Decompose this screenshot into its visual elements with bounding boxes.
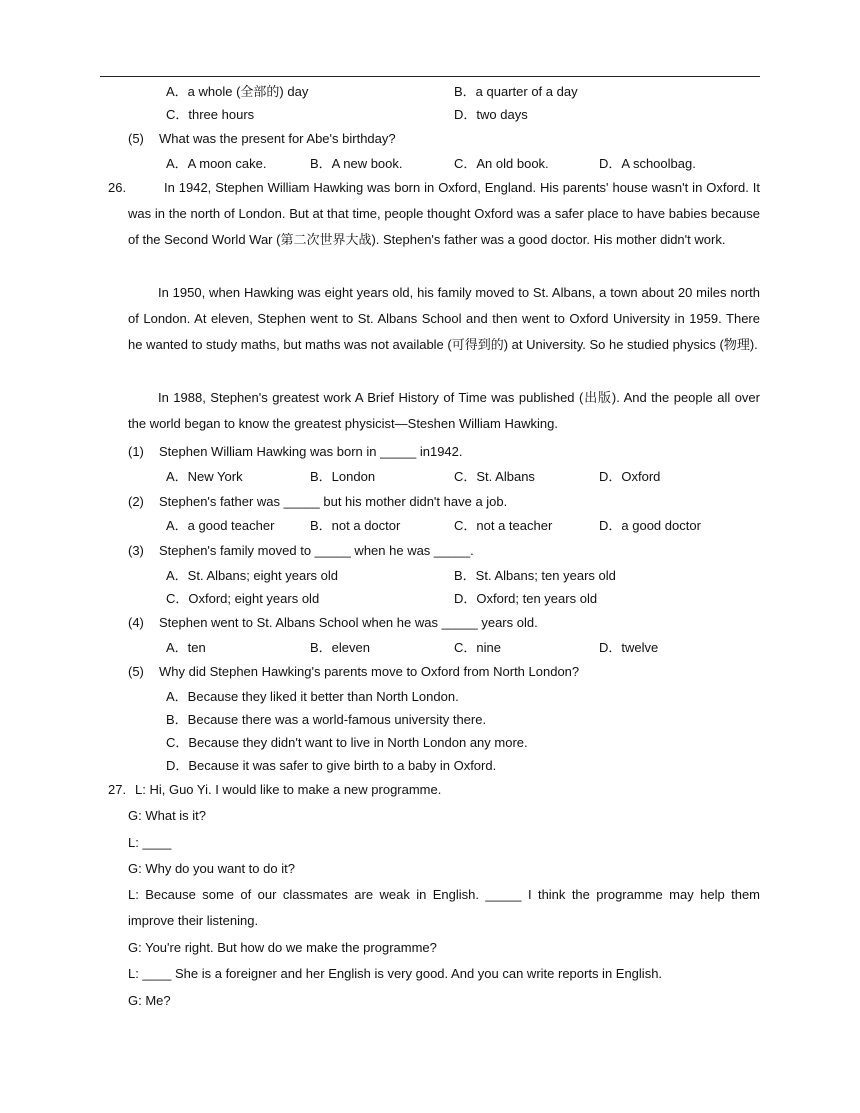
sub-question-text: Why did Stephen Hawking's parents move to Oxford from North London? bbox=[159, 664, 580, 679]
dialogue-line: G: You're right. But how do we make the programme? bbox=[128, 940, 437, 955]
option-b: B．eleven bbox=[310, 640, 370, 655]
dialogue-line: L: ____ bbox=[128, 835, 172, 850]
option-a: A．a good teacher bbox=[166, 518, 275, 533]
option-c: C．not a teacher bbox=[454, 518, 553, 533]
option-d: D．Oxford bbox=[599, 469, 661, 484]
option-a: A．a whole (全部的) day bbox=[166, 84, 309, 99]
sub-question-number: (1) bbox=[128, 444, 144, 459]
option-d: D．A schoolbag. bbox=[599, 156, 696, 171]
sub-question-number: (5) bbox=[128, 131, 144, 146]
sub-question-number: (5) bbox=[128, 664, 144, 679]
option-c: C．An old book. bbox=[454, 156, 549, 171]
option-b: B．London bbox=[310, 469, 376, 484]
sub-question-number: (3) bbox=[128, 543, 144, 558]
question-number: 26. bbox=[108, 180, 127, 195]
option-d: D．twelve bbox=[599, 640, 659, 655]
passage-paragraph-1: In 1942, Stephen William Hawking was born in Oxford, England. His parents' house wasn't in Oxford. It was in the north of London. But at that time, people thought Oxford was a safer place to have babies because of the Second World War (第二次世界大战). Stephen's father was a good doctor. His mother didn't work. bbox=[128, 180, 760, 248]
question-number: 27. bbox=[108, 782, 127, 797]
option-d: D．Because it was safer to give birth to a baby in Oxford. bbox=[166, 758, 497, 773]
passage-paragraph-2: In 1950, when Hawking was eight years old, his family moved to St. Albans, a town about 20 miles north of London. At eleven, Stephen went to St. Albans School and then went to Oxford University in 1959. There he wanted to study maths, but maths was not available (可得到的) at University. So he studied physics (物理). bbox=[128, 285, 760, 353]
option-d: D．Oxford; ten years old bbox=[454, 591, 598, 606]
option-c: C．St. Albans bbox=[454, 469, 535, 484]
option-a: A．St. Albans; eight years old bbox=[166, 568, 338, 583]
option-a: A．ten bbox=[166, 640, 206, 655]
dialogue-line: G: Me? bbox=[128, 993, 171, 1008]
option-b: B．St. Albans; ten years old bbox=[454, 568, 616, 583]
dialogue-line: L: ____ She is a foreigner and her English is very good. And you can write reports in English. bbox=[128, 966, 663, 981]
dialogue-line: L: Hi, Guo Yi. I would like to make a new programme. bbox=[135, 782, 442, 797]
sub-question-text: Stephen's family moved to _____ when he was _____. bbox=[159, 543, 474, 558]
sub-question-text: Stephen's father was _____ but his mother didn't have a job. bbox=[159, 494, 508, 509]
option-b: B．A new book. bbox=[310, 156, 403, 171]
dialogue-line: G: Why do you want to do it? bbox=[128, 861, 295, 876]
sub-question-text: Stephen William Hawking was born in _____ in1942. bbox=[159, 444, 463, 459]
option-a: A．Because they liked it better than North London. bbox=[166, 689, 459, 704]
passage-paragraph-3: In 1988, Stephen's greatest work A Brief History of Time was published (出版). And the people all over the world began to know the greatest physicist—Steshen William Hawking. bbox=[128, 390, 760, 432]
sub-question-text: What was the present for Abe's birthday? bbox=[159, 131, 396, 146]
option-c: C．three hours bbox=[166, 107, 255, 122]
header-rule bbox=[100, 76, 760, 77]
sub-question-number: (2) bbox=[128, 494, 144, 509]
option-d: D．a good doctor bbox=[599, 518, 701, 533]
option-b: B．not a doctor bbox=[310, 518, 401, 533]
dialogue-line: G: What is it? bbox=[128, 808, 207, 823]
dialogue-line: L: Because some of our classmates are weak in English. _____ I think the programme may help them improve their listening. bbox=[128, 887, 760, 929]
option-d: D．two days bbox=[454, 107, 528, 122]
option-a: A．A moon cake. bbox=[166, 156, 267, 171]
sub-question-text: Stephen went to St. Albans School when he was _____ years old. bbox=[159, 615, 538, 630]
option-a: A．New York bbox=[166, 469, 243, 484]
sub-question-number: (4) bbox=[128, 615, 144, 630]
option-b: B．Because there was a world-famous university there. bbox=[166, 712, 487, 727]
option-b: B．a quarter of a day bbox=[454, 84, 578, 99]
option-c: C．Because they didn't want to live in North London any more. bbox=[166, 735, 528, 750]
option-c: C．Oxford; eight years old bbox=[166, 591, 320, 606]
option-c: C．nine bbox=[454, 640, 501, 655]
